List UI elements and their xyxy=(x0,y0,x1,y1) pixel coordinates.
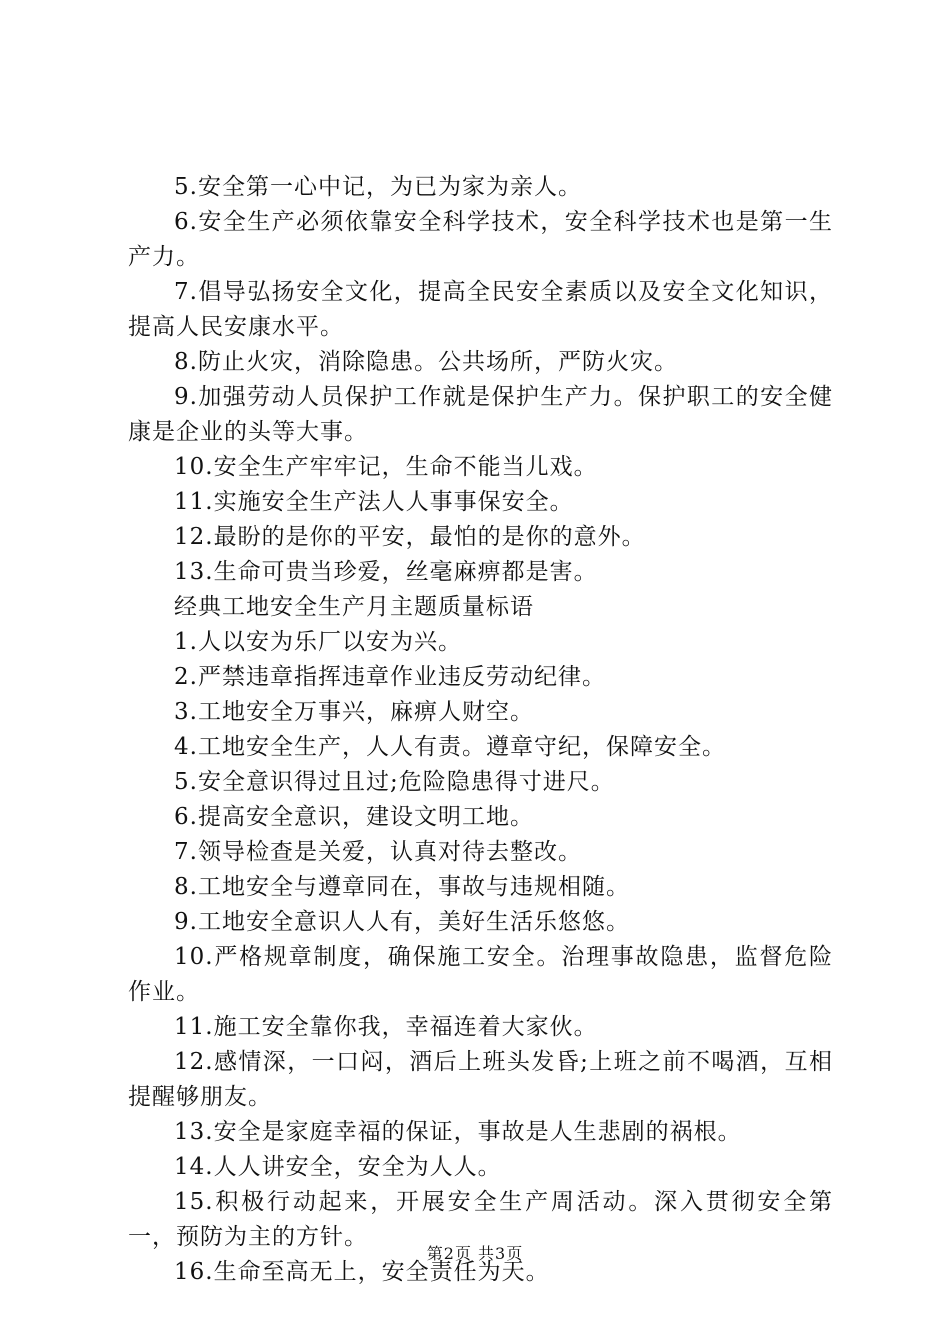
paragraph: 9.加强劳动人员保护工作就是保护生产力。保护职工的安全健康是企业的头等大事。 xyxy=(128,384,833,445)
page-footer xyxy=(0,1243,950,1265)
paragraph: 15.积极行动起来，开展安全生产周活动。深入贯彻安全第一，预防为主的方针。 xyxy=(128,1189,833,1250)
paragraph: 12.最盼的是你的平安，最怕的是你的意外。 xyxy=(174,524,646,550)
paragraph: 5.安全意识得过且过;危险隐患得寸进尺。 xyxy=(174,769,615,795)
document-body xyxy=(128,170,833,1290)
paragraph: 6.安全生产必须依靠安全科学技术，安全科学技术也是第一生产力。 xyxy=(128,209,833,270)
paragraph: 16.生命至高无上，安全责任为天。 xyxy=(174,1259,550,1285)
paragraph: 7.领导检查是关爱，认真对待去整改。 xyxy=(174,839,582,865)
paragraph: 12.感情深，一口闷，酒后上班头发昏;上班之前不喝酒，互相提醒够朋友。 xyxy=(128,1049,833,1110)
paragraph: 7.倡导弘扬安全文化，提高全民安全素质以及安全文化知识，提高人民安康水平。 xyxy=(128,279,833,340)
paragraph: 13.安全是家庭幸福的保证，事故是人生悲剧的祸根。 xyxy=(174,1119,742,1145)
paragraph: 8.工地安全与遵章同在，事故与违规相随。 xyxy=(174,874,630,900)
paragraph: 10.安全生产牢牢记，生命不能当儿戏。 xyxy=(174,454,598,480)
paragraph: 6.提高安全意识，建设文明工地。 xyxy=(174,804,534,830)
paragraph: 11.实施安全生产法人人事事保安全。 xyxy=(174,489,574,515)
paragraph: 2.严禁违章指挥违章作业违反劳动纪律。 xyxy=(174,664,606,690)
page-number: 第2页 共3页 xyxy=(426,1244,524,1263)
paragraph: 9.工地安全意识人人有，美好生活乐悠悠。 xyxy=(174,909,630,935)
paragraph: 8.防止火灾，消除隐患。公共场所，严防火灾。 xyxy=(174,349,678,375)
paragraph: 3.工地安全万事兴，麻痹人财空。 xyxy=(174,699,534,725)
section-heading: 经典工地安全生产月主题质量标语 xyxy=(174,594,534,620)
paragraph: 4.工地安全生产，人人有责。遵章守纪，保障安全。 xyxy=(174,734,726,760)
paragraph: 1.人以安为乐厂以安为兴。 xyxy=(174,629,462,655)
paragraph: 10.严格规章制度，确保施工安全。治理事故隐患，监督危险作业。 xyxy=(128,944,833,1005)
paragraph: 11.施工安全靠你我，幸福连着大家伙。 xyxy=(174,1014,598,1040)
paragraph: 13.生命可贵当珍爱，丝毫麻痹都是害。 xyxy=(174,559,598,585)
paragraph: 5.安全第一心中记，为已为家为亲人。 xyxy=(174,174,582,200)
paragraph: 14.人人讲安全，安全为人人。 xyxy=(174,1154,502,1180)
